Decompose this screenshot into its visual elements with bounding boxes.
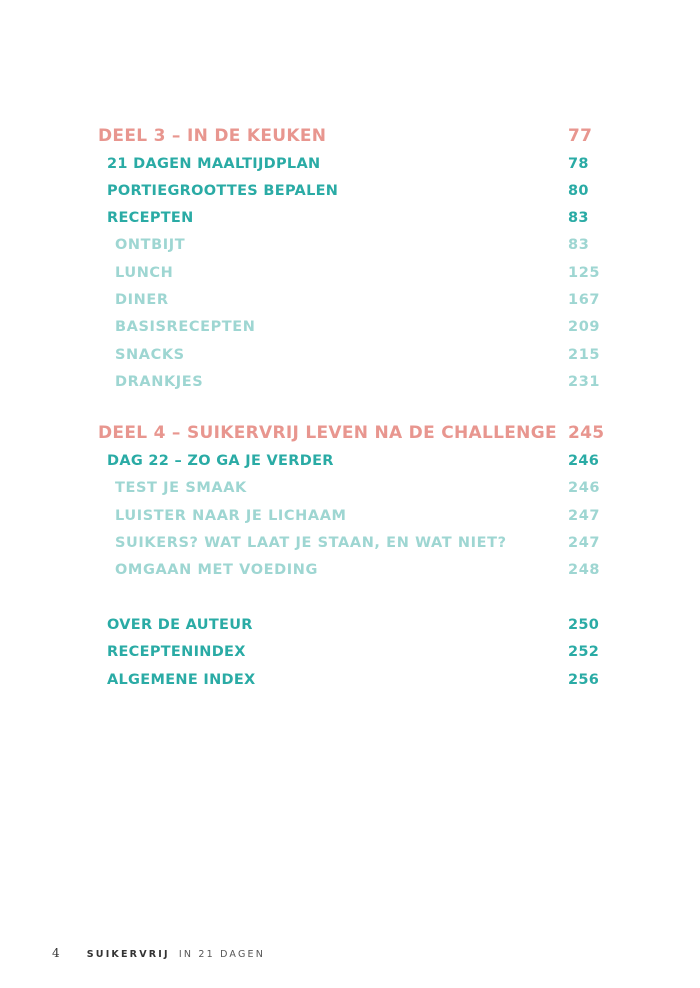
- toc-entry-label: BASISRECEPTEN: [115, 319, 256, 335]
- toc-page-number: 215: [568, 347, 601, 363]
- toc-page-number: 252: [568, 644, 600, 660]
- toc-page-number: 245: [568, 423, 605, 443]
- toc-page-number: 77: [568, 126, 593, 146]
- toc-page-number: 246: [568, 453, 600, 469]
- toc-part-label: DEEL 3 – IN DE KEUKEN: [98, 126, 327, 146]
- book-title-tail: IN 21 DAGEN: [178, 949, 266, 960]
- toc-page-number: 78: [568, 156, 589, 172]
- toc-entry-label: RECEPTEN: [107, 210, 194, 226]
- toc-entry-label: SNACKS: [115, 347, 185, 363]
- toc-page-number: 125: [568, 265, 601, 281]
- toc-entry-label: DINER: [115, 292, 169, 308]
- toc-entry-label: ALGEMENE INDEX: [107, 672, 256, 688]
- toc-page-number: 167: [568, 292, 601, 308]
- toc-entry-label: RECEPTENINDEX: [107, 644, 246, 660]
- toc-entry-label: PORTIEGROOTTES BEPALEN: [107, 183, 339, 199]
- toc-page-number: 248: [568, 562, 601, 578]
- toc-page-number: 247: [568, 508, 601, 524]
- toc-page-number: 80: [568, 183, 589, 199]
- page-footer: [52, 944, 265, 960]
- toc-entry-label: ONTBIJT: [115, 237, 186, 253]
- toc-entry-label: LUNCH: [115, 265, 174, 281]
- toc-page-number: 246: [568, 480, 601, 496]
- toc-page-number: 256: [568, 672, 600, 688]
- toc-entry-label: 21 DAGEN MAALTIJDPLAN: [107, 156, 321, 172]
- toc-entry-label: SUIKERS? WAT LAAT JE STAAN, EN WAT NIET?: [115, 535, 507, 551]
- book-title-brand: SUIKERVRIJ: [86, 949, 170, 960]
- toc-page-number: 231: [568, 374, 601, 390]
- toc-page-number: 83: [568, 237, 590, 253]
- toc-entry-label: DRANKJES: [115, 374, 204, 390]
- toc-entry-label: DAG 22 – ZO GA JE VERDER: [107, 453, 334, 469]
- toc-page-number: 247: [568, 535, 601, 551]
- toc-entry-label: OMGAAN MET VOEDING: [115, 562, 319, 578]
- toc-entry-label: OVER DE AUTEUR: [107, 617, 253, 633]
- toc-entry-label: TEST JE SMAAK: [115, 480, 247, 496]
- toc-entry-label: LUISTER NAAR JE LICHAAM: [115, 508, 347, 524]
- page-number: 4: [52, 946, 60, 960]
- toc-page-number: 83: [568, 210, 589, 226]
- toc-part-label: DEEL 4 – SUIKERVRIJ LEVEN NA DE CHALLENGE: [98, 423, 557, 443]
- toc-page-number: 250: [568, 617, 600, 633]
- toc-page-number: 209: [568, 319, 601, 335]
